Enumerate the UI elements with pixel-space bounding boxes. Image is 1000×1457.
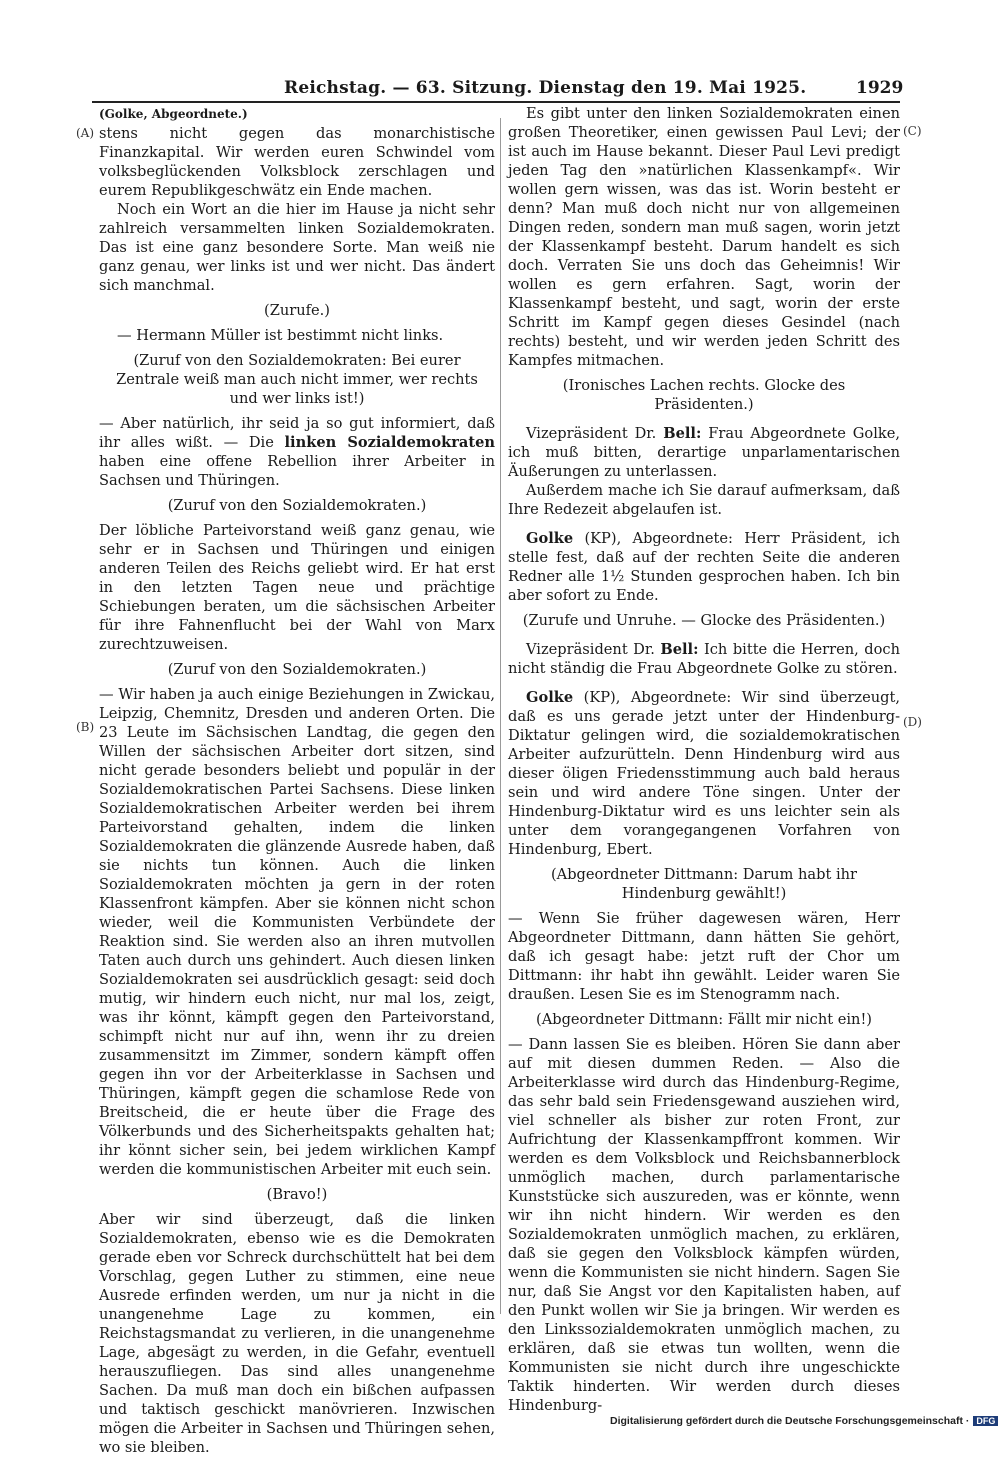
interjection: (Zuruf von den Sozialdemokraten.): [167, 661, 427, 678]
dfg-logo: DFG: [973, 1416, 998, 1426]
running-title: Reichstag. — 63. Sitzung. Dienstag den 19. Mai 1925.: [284, 78, 807, 98]
column-divider: [500, 118, 501, 1314]
right-column: [508, 104, 900, 1415]
paragraph: stens nicht gegen das monarchistische Finanzkapital. Wir werden euren Schwindel vom volksbeglückenden Volksblock zerschlagen und eurem Republikgeschwätz ein Ende machen.: [99, 125, 495, 199]
left-column: [99, 104, 495, 1457]
interjection: (Abgeordneter Dittmann: Fällt mir nicht ein!): [536, 1011, 872, 1028]
margin-mark-a: (A): [76, 126, 95, 140]
interjection: (Zuruf von den Sozialdemokraten.): [167, 497, 427, 514]
interjection: (Ironisches Lachen rechts. Glocke des Präsidenten.): [562, 377, 846, 413]
interjection: (Abgeordneter Dittmann: Darum habt ihr Hindenburg gewählt!): [550, 866, 858, 902]
paragraph: Es gibt unter den linken Sozialdemokraten einen großen Theoretiker, einen gewissen Paul Levi; der ist auch im Hause bekannt. Dieser Paul Levi predigt jeden Tag den »natürlichen Klassenkampf«. Wir wollen gern wissen, was das ist. Worin besteht er denn? Man muß doch nicht nur von allgemeinen Dingen reden, sondern man muß sagen, worin jetzt der Klassenkampf besteht. Darum handelt es sich doch. Verraten Sie uns doch das Geheimnis! Wir wollen es gern erfahren. Sagt, worin der Klassenkampf besteht, und sagt, worin der erste Schritt im Kampf gegen dieses Gesindel (nach rechts) besteht, und wir werden jeden Schritt des Kampfes mitmachen.: [508, 105, 900, 369]
interjection: (Zuruf von den Sozialdemokraten: Bei eurer Zentrale weiß man auch nicht immer, wer rechts und wer links ist!): [116, 352, 478, 407]
paragraph: Der löbliche Parteivorstand weiß ganz genau, wie sehr er in Sachsen und Thüringen und einigen anderen Teilen des Reichs geliebt wird. Er hat erst in den letzten Tagen neue und prächtige Schiebungen beraten, um die sächsischen Arbeiter für ihre Fahnenflucht bei der Wahl von Marx zurechtzuweisen.: [99, 522, 495, 653]
paragraph: Aber wir sind überzeugt, daß die linken Sozialdemokraten, ebenso wie es die Demokraten gerade eben vor Schreck durchschüttelt hat bei dem Vorschlag, gegen Luther zu stimmen, eine neue Ausrede erfinden werden, um nur ja nicht in die unangenehme Lage zu kommen, ein Reichstagsmandat zu verlieren, in die unangenehme Lage, abgesägt zu werden, in die Gefahr, eventuell herauszufliegen. Das sind alles unangenehme Sachen. Da muß man doch ein bißchen aufpassen und taktisch geschickt manövrieren. Inzwischen mögen die Arbeiter in Sachsen und Thüringen sehen, wo sie bleiben.: [99, 1211, 495, 1456]
paragraph: — Aber natürlich, ihr seid ja so gut informiert, daß ihr alles wißt. — Die linken Sozialdemokraten haben eine offene Rebellion ihrer Arbeiter in Sachsen und Thüringen.: [99, 415, 495, 489]
header-rule: [92, 101, 900, 103]
paragraph: — Wir haben ja auch einige Beziehungen in Zwickau, Leipzig, Chemnitz, Dresden und anderen Orten. Die 23 Leute im Sächsischen Landtag, die gegen den Willen der sächsischen Arbeiter dort sitzen, sind nicht gerade besonders beliebt und populär in der Sozialdemokratischen Partei Sachsens. Diese linken Sozialdemokratischen Arbeiter werden bei ihrem Parteivorstand gehalten, indem die linken Sozialdemokraten die glänzende Ausrede haben, daß sie nichts tun können. Auch die linken Sozialdemokraten möchten ja gern in der roten Klassenfront kämpfen. Aber sie können nicht schon wieder, weil die Kommunisten Verbündete der Reaktion sind. Sie werden also an ihren mutvollen Taten auch durch uns gehindert. Auch diesen linken Sozialdemokraten sei ausdrücklich gesagt: seid doch mutig, wir hindern euch nicht, nur mal los, zeigt, was ihr könnt, kämpft gegen den Parteivorstand, schimpft nicht nur auf ihn, wenn ihr zu dreien zusammensitzt im Zimmer, sondern kämpft offen gegen ihn vor der Arbeiterklasse in Sachsen und Thüringen, kämpft gegen die schamlose Rede von Breitscheid, die er heute über die Frage des Völkerbunds und des Sicherheitspakts gehalten hat; ihr könnt sicher sein, bei jedem wirklichen Kampf werden die kommunistischen Arbeiter mit euch sein.: [99, 686, 495, 1178]
margin-mark-d: (D): [903, 715, 922, 729]
margin-mark-b: (B): [76, 720, 95, 734]
vice-president-remark: Vizepräsident Dr. Bell: Frau Abgeordnete Golke, ich muß bitten, derartige unparlamentarischen Äußerungen zu unterlassen.: [508, 425, 900, 480]
credit-text: Digitalisierung gefördert durch die Deutsche Forschungsgemeinschaft ·: [610, 1415, 970, 1427]
paragraph: Außerdem mache ich Sie darauf aufmerksam, daß Ihre Redezeit abgelaufen ist.: [508, 482, 900, 518]
digitization-credit: [610, 1415, 998, 1427]
interjection: (Zurufe.): [264, 302, 330, 319]
page-number: 1929: [856, 78, 904, 98]
speaker-continuation: (Golke, Abgeordnete.): [99, 107, 248, 121]
paragraph: — Wenn Sie früher dagewesen wären, Herr Abgeordneter Dittmann, dann hätten Sie gehört, daß ich gesagt habe: jetzt ruft der Chor um Dittmann: ihr habt ihn gewählt. Leider waren Sie draußen. Lesen Sie es im Stenogramm nach.: [508, 910, 900, 1003]
speaker-remark: Golke (KP), Abgeordnete: Herr Präsident, ich stelle fest, daß auf der rechten Seite die anderen Redner alle 1½ Stunden gesprochen haben. Ich bin aber sofort zu Ende.: [508, 530, 900, 604]
vice-president-remark: Vizepräsident Dr. Bell: Ich bitte die Herren, doch nicht ständig die Frau Abgeordnete Golke zu stören.: [508, 641, 900, 677]
paragraph: — Hermann Müller ist bestimmt nicht links.: [117, 327, 444, 344]
speaker-remark: Golke (KP), Abgeordnete: Wir sind überzeugt, daß es uns gerade jetzt unter der Hindenburg-Diktatur gelingen wird, die sozialdemokratischen Arbeiter aufzurütteln. Denn Hindenburg wird aus dieser öligen Friedensstimmung auch bald heraus sein und wird andere Töne singen. Unter der Hindenburg-Diktatur wird es uns leichter sein als unter dem vorangegangenen Vorfahren von Hindenburg, Ebert.: [508, 689, 900, 858]
paragraph: Noch ein Wort an die hier im Hause ja nicht sehr zahlreich versammelten linken Sozialdemokraten. Das ist eine ganz besondere Sorte. Man weiß nie ganz genau, wer links ist und wer nicht. Das ändert sich manchmal.: [99, 201, 495, 294]
paragraph: — Dann lassen Sie es bleiben. Hören Sie dann aber auf mit diesen dummen Reden. — Also die Arbeiterklasse wird durch das Hindenburg-Regime, das sehr bald sein Friedensgewand ausziehen wird, viel schneller als bisher zur roten Front, zur Aufrichtung der Klassenkampffront kommen. Wir werden es dem Volksblock und Reichsbannerblock unmöglich machen, durch parlamentarische Kunststücke sich auszureden, was er könnte, wenn wir ihn nicht hindern. Wir werden es den Sozialdemokraten unmöglich machen, zu erklären, daß sie gegen den Volksblock kämpfen würden, wenn die Kommunisten sie nicht hindern. Sagen Sie nur, daß Sie Angst vor den Kapitalisten haben, auf den Punkt wollen wir Sie ja bringen. Wir werden es den Linkssozialdemokraten unmöglich machen, zu erklären, daß sie etwas tun wollten, wenn die Kommunisten sie nicht durch ihre ungeschickte Taktik hinderten. Wir werden durch dieses Hindenburg-: [508, 1036, 900, 1414]
interjection: (Zurufe und Unruhe. — Glocke des Präsidenten.): [522, 612, 886, 629]
margin-mark-c: (C): [903, 124, 922, 138]
page-header: [0, 78, 1000, 102]
interjection: (Bravo!): [266, 1186, 328, 1203]
